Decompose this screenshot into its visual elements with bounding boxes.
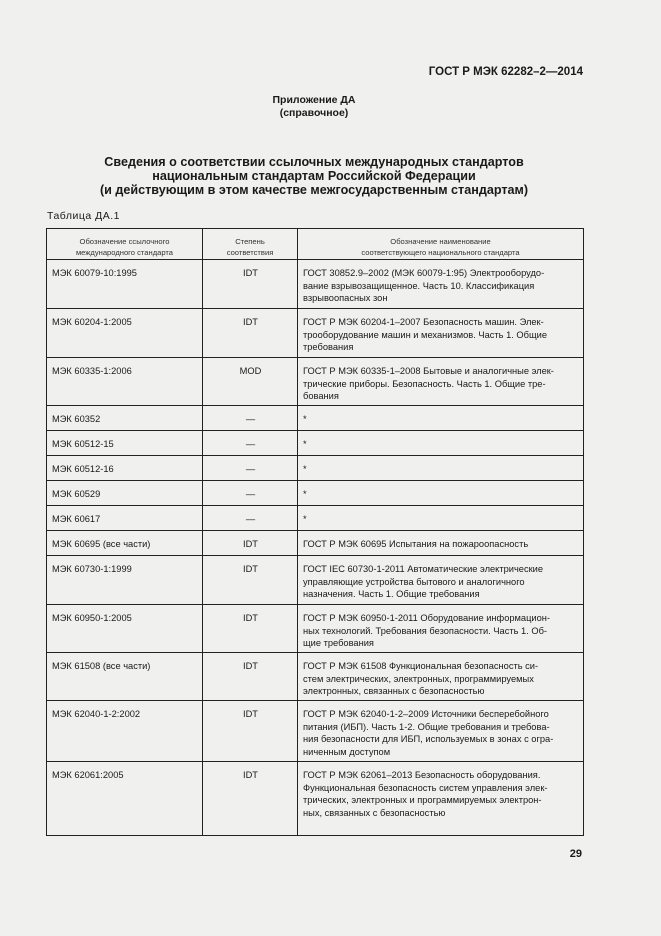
reference-standard-cell: МЭК 60204-1:2005 — [47, 309, 203, 358]
section-title-line: национальным стандартам Российской Федерации — [152, 169, 476, 183]
table-row — [47, 481, 584, 506]
national-standard-cell — [298, 605, 584, 653]
national-standard-line: ГОСТ Р МЭК 61508 Функциональная безопасность си- — [303, 661, 539, 671]
national-standard-cell — [298, 431, 584, 456]
reference-standard-cell: МЭК 62040-1-2:2002 — [47, 701, 203, 762]
header-text: соответствующего национального стандарта — [361, 248, 520, 257]
national-standard-line: ГОСТ Р МЭК 60335-1–2008 Бытовые и аналогичные элек- — [303, 366, 554, 376]
reference-standard-cell: МЭК 60512-16 — [47, 456, 203, 481]
national-standard-cell — [298, 406, 584, 431]
reference-standard-cell: МЭК 61508 (все части) — [47, 653, 203, 701]
header-reference-standard — [47, 229, 203, 260]
reference-standard-cell: МЭК 62061:2005 — [47, 762, 203, 836]
reference-standard-cell: МЭК 60695 (все части) — [47, 531, 203, 556]
national-standard-line: стем электрических, электронных, программируемых — [303, 673, 534, 684]
national-standard-line: трооборудование машин и механизмов. Часть 1. Общие — [303, 329, 547, 340]
degree-cell: IDT — [203, 701, 298, 762]
national-standard-cell — [298, 309, 584, 358]
table-row — [47, 406, 584, 431]
national-standard-cell — [298, 260, 584, 309]
national-standard-line: электронных, связанных с безопасностью — [303, 686, 485, 696]
national-standard-line: ГОСТ Р МЭК 60204-1–2007 Безопасность машин. Элек- — [303, 317, 544, 327]
table-row — [47, 506, 584, 531]
table-row — [47, 309, 584, 358]
degree-cell: IDT — [203, 309, 298, 358]
section-title-line: (и действующим в этом качестве межгосударственным стандартам) — [99, 183, 529, 197]
national-standard-line: требования — [303, 342, 354, 352]
table-row — [47, 531, 584, 556]
national-standard-line: ГОСТ 30852.9–2002 (МЭК 60079-1:95) Электрооборудо- — [303, 268, 545, 278]
reference-standard-cell: МЭК 60335-1:2006 — [47, 358, 203, 406]
degree-cell: — — [203, 431, 298, 456]
correspondence-table — [46, 228, 584, 836]
appendix-title: Приложение ДА — [272, 94, 356, 106]
national-standard-line: * — [303, 464, 307, 474]
degree-cell: IDT — [203, 653, 298, 701]
reference-standard-cell: МЭК 60529 — [47, 481, 203, 506]
national-standard-line: ГОСТ IEC 60730-1-2011 Автоматические электрические — [303, 564, 544, 574]
appendix-heading — [0, 94, 628, 120]
national-standard-cell — [298, 556, 584, 605]
degree-cell: — — [203, 456, 298, 481]
table-row — [47, 605, 584, 653]
national-standard-line: * — [303, 489, 307, 499]
reference-standard-cell: МЭК 60730-1:1999 — [47, 556, 203, 605]
appendix-subtitle: (справочное) — [279, 107, 349, 119]
national-standard-line: Функциональная безопасность систем управления элек- — [303, 782, 548, 793]
table-row — [47, 653, 584, 701]
degree-cell: — — [203, 406, 298, 431]
national-standard-line: ГОСТ Р МЭК 60695 Испытания на пожароопасность — [303, 539, 529, 549]
national-standard-line: щие требования — [303, 638, 374, 648]
national-standard-line: трические приборы. Безопасность. Часть 1. Общие тре- — [303, 378, 546, 389]
degree-cell: — — [203, 481, 298, 506]
degree-cell: IDT — [203, 260, 298, 309]
table-row — [47, 556, 584, 605]
degree-cell: IDT — [203, 605, 298, 653]
section-title — [0, 155, 628, 197]
table-row — [47, 701, 584, 762]
degree-cell: IDT — [203, 531, 298, 556]
national-standard-cell — [298, 653, 584, 701]
national-standard-line: ния безопасности для ИБП, используемых в зонах с огра- — [303, 734, 554, 744]
national-standard-line: ных технологий. Требования безопасности. Часть 1. Об- — [303, 625, 548, 636]
header-degree — [203, 229, 298, 260]
document-code: ГОСТ Р МЭК 62282–2—2014 — [428, 66, 583, 78]
table-row — [47, 358, 584, 406]
header-national-standard — [298, 229, 584, 260]
header-text: Обозначение наименование — [390, 237, 491, 246]
degree-cell: — — [203, 506, 298, 531]
reference-standard-cell: МЭК 60079-10:1995 — [47, 260, 203, 309]
table-row — [47, 762, 584, 836]
national-standard-line: ных, связанных с безопасностью — [303, 807, 446, 818]
national-standard-cell — [298, 531, 584, 556]
national-standard-line: ГОСТ Р МЭК 62040-1-2–2009 Источники бесперебойного — [303, 709, 549, 719]
table-row — [47, 456, 584, 481]
header-text: Степень — [235, 237, 265, 246]
national-standard-line: управляющие устройства бытового и аналогичного — [303, 576, 525, 587]
degree-cell: IDT — [203, 556, 298, 605]
national-standard-line: * — [303, 439, 307, 449]
page-number: 29 — [569, 848, 582, 860]
national-standard-line: * — [303, 514, 307, 524]
national-standard-cell — [298, 506, 584, 531]
national-standard-line: трических, электронных и программируемых электрон- — [303, 795, 542, 805]
national-standard-line: вание взрывозащищенное. Часть 10. Классификация — [303, 280, 535, 291]
table-row — [47, 260, 584, 309]
national-standard-line: ГОСТ Р МЭК 62061–2013 Безопасность оборудования. — [303, 770, 541, 780]
table-label: Таблица ДА.1 — [47, 210, 120, 222]
reference-standard-cell: МЭК 60950-1:2005 — [47, 605, 203, 653]
national-standard-line: * — [303, 414, 307, 424]
national-standard-cell — [298, 762, 584, 836]
national-standard-cell — [298, 456, 584, 481]
header-text: Обозначение ссылочного — [79, 237, 170, 246]
national-standard-cell — [298, 481, 584, 506]
national-standard-line: ниченным доступом — [303, 746, 391, 757]
national-standard-line: назначения. Часть 1. Общие требования — [303, 589, 480, 599]
table-body — [47, 260, 584, 836]
reference-standard-cell: МЭК 60352 — [47, 406, 203, 431]
reference-standard-cell: МЭК 60617 — [47, 506, 203, 531]
national-standard-cell — [298, 701, 584, 762]
header-text: соответствия — [226, 248, 274, 257]
table-row — [47, 431, 584, 456]
reference-standard-cell: МЭК 60512-15 — [47, 431, 203, 456]
section-title-line: Сведения о соответствии ссылочных международных стандартов — [104, 155, 524, 169]
national-standard-line: ГОСТ Р МЭК 60950-1-2011 Оборудование информацион- — [303, 613, 551, 623]
degree-cell: MOD — [203, 358, 298, 406]
national-standard-line: питания (ИБП). Часть 1-2. Общие требования и требова- — [303, 721, 550, 732]
header-text: международного стандарта — [75, 248, 174, 257]
degree-cell: IDT — [203, 762, 298, 836]
table-header-row — [47, 229, 584, 260]
national-standard-cell — [298, 358, 584, 406]
national-standard-line: бования — [303, 391, 339, 401]
national-standard-line: взрывоопасных зон — [303, 293, 388, 303]
